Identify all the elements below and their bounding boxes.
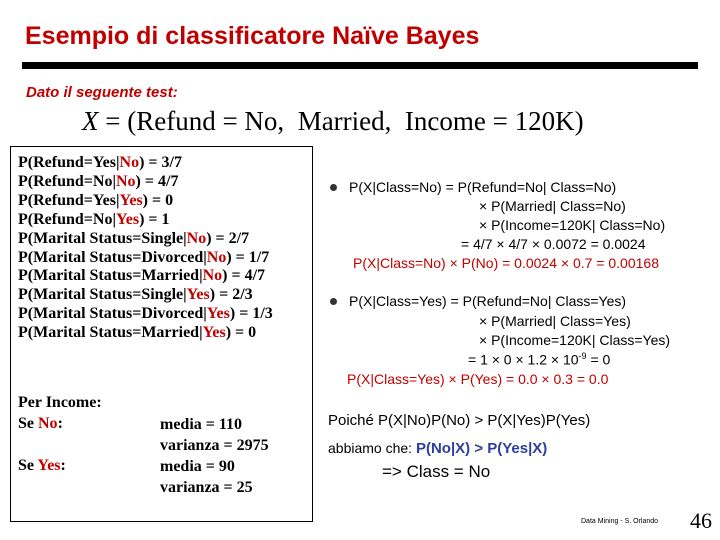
calc-yes-line3: × P(Income=120K| Class=Yes) [479, 332, 671, 348]
calc-no-line3: × P(Income=120K| Class=No) [479, 217, 666, 233]
conclusion-highlight: P(No|X) > P(Yes|X) [415, 440, 548, 457]
slide-subtitle: Dato il seguente test: [26, 84, 178, 101]
income-heading: Per Income: [18, 394, 102, 411]
title-divider [22, 62, 698, 69]
bullet-dot-icon [330, 298, 337, 305]
probability-row: P(Marital Status=Divorced|No) = 1/7 [18, 248, 270, 266]
calc-no-result: P(X|Class=No) × P(No) = 0.0024 × 0.7 = 0.00168 [353, 255, 659, 271]
probability-row: P(Refund=Yes|No) = 3/7 [18, 154, 182, 171]
formula-married: Married, [297, 106, 392, 136]
probability-row: P(Refund=Yes|Yes) = 0 [18, 191, 174, 209]
conclusion-result: => Class = No [382, 462, 491, 481]
conclusion-comparison: Poiché P(X|No)P(No) > P(X|Yes)P(Yes) [328, 412, 591, 429]
yes-varianza: varianza = 25 [160, 479, 253, 496]
calc-yes-result: P(X|Class=Yes) × P(Yes) = 0.0 × 0.3 = 0.0 [347, 371, 609, 387]
probability-row: P(Marital Status=Married|Yes) = 0 [18, 324, 257, 342]
no-varianza: varianza = 2975 [160, 437, 269, 454]
income-yes-label: Se Yes: [18, 457, 66, 474]
conclusion-statement: abbiamo che: P(No|X) > P(Yes|X) [328, 440, 548, 457]
yes-media: media = 90 [160, 458, 235, 475]
income-labels [18, 392, 102, 476]
formula-variable: X [82, 106, 99, 136]
bullet-dot-icon [330, 184, 337, 191]
slide-footer: Data Mining - S. Orlando [581, 518, 659, 525]
calc-yes-line1: P(X|Class=Yes) = P(Refund=No| Class=Yes) [330, 293, 626, 309]
no-media: media = 110 [160, 416, 243, 433]
calc-no-line4: = 4/7 × 4/7 × 0.0072 = 0.0024 [461, 236, 646, 252]
income-stats [160, 414, 269, 498]
probability-row: P(Marital Status=Single|No) = 2/7 [18, 229, 250, 247]
calc-yes-line4: = $1 \times 0 \times 1.2 \times 10^{-9} = 0$ [468, 351, 611, 368]
slide-title: Esempio di classificatore Naïve Bayes [25, 22, 480, 50]
formula-refund: = (Refund = No, [105, 106, 285, 136]
calc-no-line2: × P(Married| Class=No) [479, 198, 626, 214]
calc-no-line1: P(X|Class=No) = P(Refund=No| Class=No) [330, 179, 616, 195]
probability-row: P(Marital Status=Divorced|Yes) = 1/3 [18, 305, 273, 323]
probability-list [18, 154, 273, 343]
probability-row: P(Refund=No|No) = 4/7 [18, 172, 179, 190]
income-no-label: Se No: [18, 415, 63, 432]
page-number: 46 [690, 508, 712, 533]
probability-row: P(Marital Status=Married|No) = 4/7 [18, 267, 266, 285]
probability-row: P(Refund=No|Yes) = 1 [18, 210, 170, 228]
probability-row: P(Marital Status=Single|Yes) = 2/3 [18, 286, 253, 304]
calc-yes-line2: × P(Married| Class=Yes) [479, 313, 631, 329]
test-record-formula [82, 106, 584, 137]
formula-income: Income = 120K) [404, 106, 584, 136]
